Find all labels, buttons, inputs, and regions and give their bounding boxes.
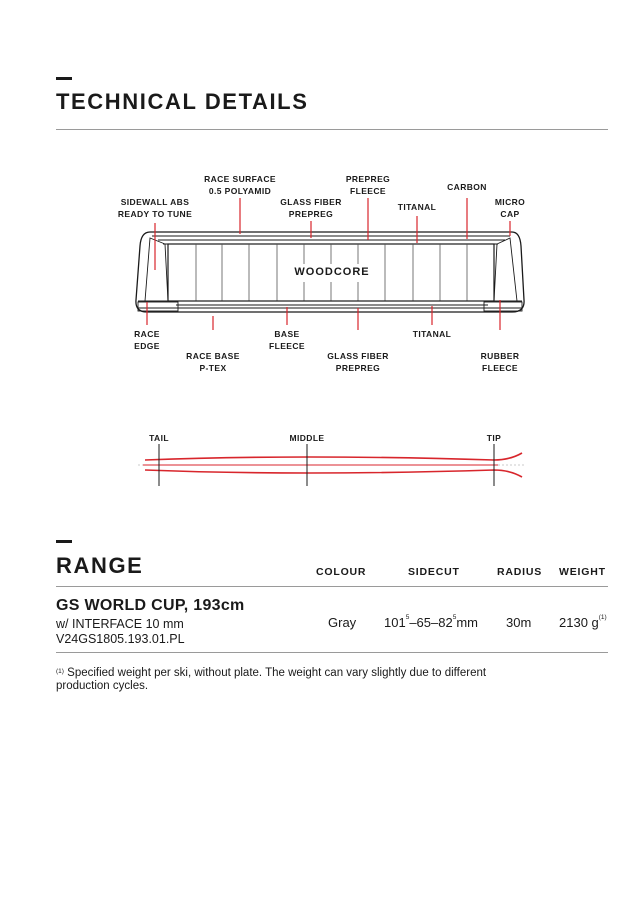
column-sidecut: SIDECUT: [408, 566, 460, 578]
section-marker: [56, 540, 72, 543]
label-rubber-fleece: RUBBER FLEECE: [480, 351, 520, 373]
label-glass-fiber-bottom: GLASS FIBER PREPREG: [327, 351, 389, 373]
product-sidecut: $101^5-65-82^5mm$: [384, 614, 479, 630]
profile-tail-label: TAIL: [149, 433, 169, 443]
product-interface: w/ INTERFACE 10 mm: [56, 617, 184, 631]
profile-middle-label: MIDDLE: [289, 433, 325, 443]
label-prepreg-fleece: PREPREG FLEECE: [345, 174, 391, 196]
table-bottom-divider: [56, 652, 608, 653]
profile-tip-label: TIP: [486, 433, 502, 443]
label-base-fleece: BASE FLEECE: [269, 329, 305, 351]
range-heading: RANGE: [56, 553, 144, 578]
label-race-edge: RACE EDGE: [134, 329, 160, 351]
label-titanal-top: TITANAL: [397, 202, 437, 212]
footnote: $^{(1)}$ Specified weight per ski, without plate. The weight can vary slightly due to different production cycles.: [56, 667, 487, 692]
column-weight: WEIGHT: [559, 566, 606, 578]
label-sidewall-abs: SIDEWALL ABS READY TO TUNE: [117, 197, 193, 219]
label-titanal-bottom: TITANAL: [412, 329, 452, 339]
label-glass-fiber-top: GLASS FIBER PREPREG: [280, 197, 342, 219]
label-carbon: CARBON: [447, 182, 487, 192]
ski-profile-diagram: [0, 430, 639, 510]
column-radius: RADIUS: [497, 566, 543, 578]
label-micro-cap: MICRO CAP: [494, 197, 526, 219]
label-race-base: RACE BASE P-TEX: [186, 351, 240, 373]
table-header-divider: [56, 586, 608, 587]
product-radius: 30m: [506, 615, 532, 630]
ski-cross-section-diagram: [0, 0, 639, 330]
label-race-surface: RACE SURFACE 0.5 POLYAMID: [204, 174, 276, 196]
product-name: GS WORLD CUP, 193cm: [56, 597, 245, 614]
technical-details-heading: TECHNICAL DETAILS: [56, 89, 309, 114]
product-colour: Gray: [328, 615, 357, 630]
product-weight: 2130 $g^{(1)}$: [559, 614, 607, 630]
column-colour: COLOUR: [316, 566, 367, 578]
woodcore-label: WOODCORE: [294, 266, 370, 278]
product-code: V24GS1805.193.01.PL: [56, 632, 185, 646]
